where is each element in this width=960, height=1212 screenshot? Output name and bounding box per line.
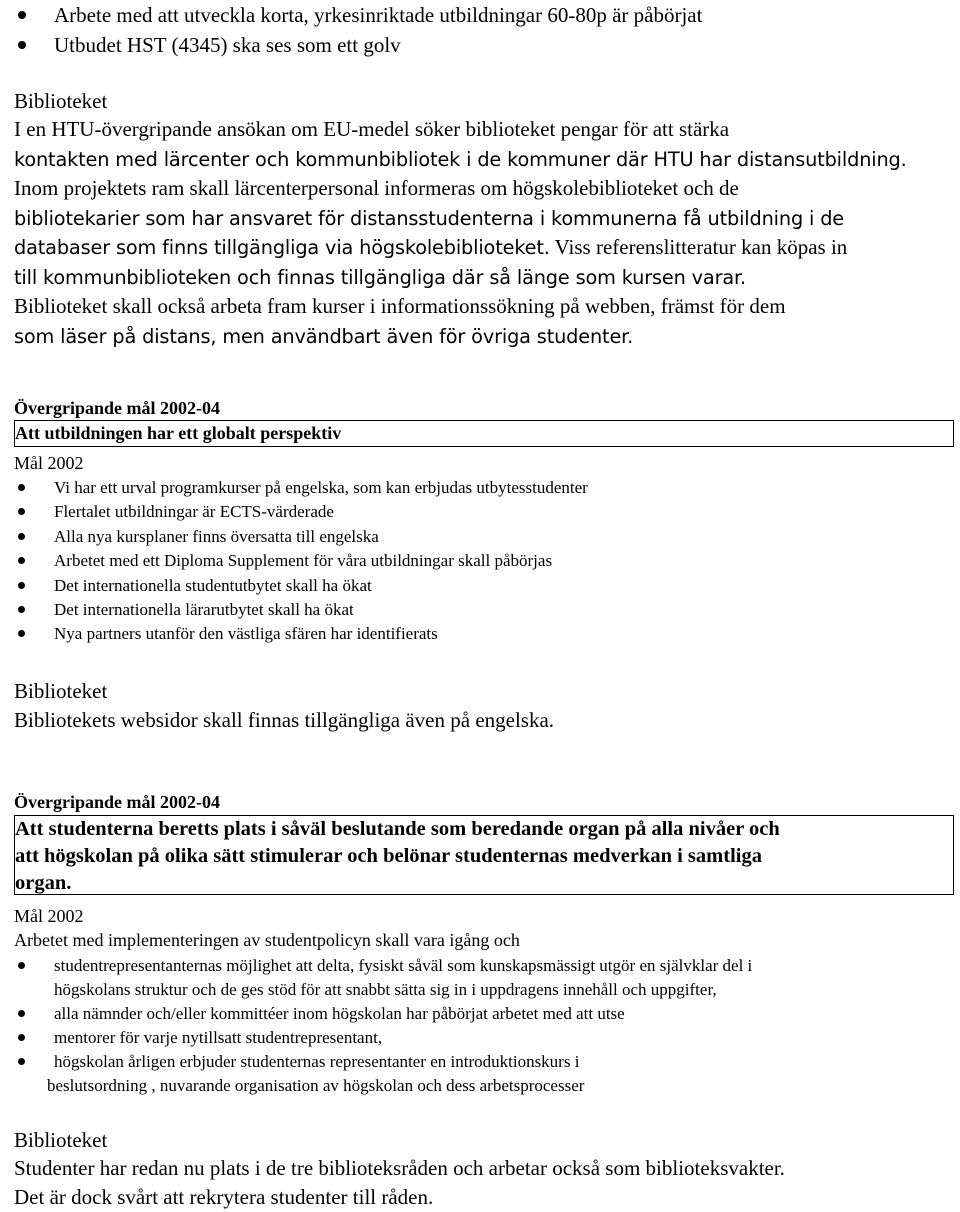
section2-bullet-6: Det internationella lärarutbytet skall ha ökat [14, 598, 954, 622]
intro-bullet-1: Arbete med att utveckla korta, yrkesinriktade utbildningar 60-80p är påbörjat [14, 0, 954, 30]
section2-title: Övergripande mål 2002-04 [14, 398, 220, 418]
section3-trailing-line: beslutsordning , nuvarande organisation av högskolan och dess arbetsprocesser [47, 1076, 585, 1095]
section3-bullet-2: alla nämnder och/eller kommittéer inom högskolan har påbörjat arbetet med att utse [14, 1002, 954, 1026]
section2-bullet-7: Nya partners utanför den västliga sfären har identifierats [14, 622, 954, 646]
section3-bullet-3: mentorer för varje nytillsatt studentrepresentant, [14, 1026, 954, 1050]
section3-library-heading: Biblioteket [14, 1128, 108, 1152]
section2-bullet-4: Arbetet med ett Diploma Supplement för våra utbildningar skall påbörjas [14, 549, 954, 573]
section3-bullet-1-line-1: studentrepresentanternas möjlighet att delta, fysiskt såväl som kunskapsmässigt utgör en självklar del i [54, 956, 753, 975]
section3-boxed-line-3: organ. [15, 872, 72, 894]
section1-line-6: till kommunbiblioteken och finnas tillgängliga där så länge som kursen varar. [14, 265, 747, 289]
section2-bullet-1: Vi har ett urval programkurser på engelska, som kan erbjudas utbytesstudenter [14, 476, 954, 500]
section1-heading: Biblioteket [14, 89, 108, 113]
section1-line-1: I en HTU-övergripande ansökan om EU-medel söker biblioteket pengar för att stärka [14, 117, 730, 141]
section1-line-5 [14, 233, 954, 263]
section3-library-text [14, 1154, 954, 1212]
section2-boxed-title: Att utbildningen har ett globalt perspektiv [14, 420, 954, 447]
section2-library-heading: Biblioteket [14, 679, 108, 703]
section3-boxed-line-2: att högskolan på olika sätt stimulerar och belönar studenternas medverkan i samtliga [15, 845, 762, 867]
intro-bullet-list [14, 0, 954, 60]
section1-line-5a: databaser som finns tillgängliga via högskolebiblioteket. [14, 236, 550, 259]
section3-bullet-4: högskolan årligen erbjuder studenternas representanter en introduktionskurs i [14, 1050, 954, 1074]
section3-title: Övergripande mål 2002-04 [14, 792, 220, 812]
section1-line-3: Inom projektets ram skall lärcenterpersonal informeras om högskolebiblioteket och de [14, 176, 739, 200]
section3-intro: Arbetet med implementeringen av studentpolicyn skall vara igång och [14, 930, 520, 950]
section3-bullet-list [14, 954, 954, 1098]
section3-bullet-1 [14, 954, 954, 1002]
section3-boxed-title [14, 815, 954, 895]
section3-bullet-1-line-2: högskolans struktur och de ges stöd för att snabbt sätta sig in i uppdragens innehåll och uppgifter, [54, 980, 717, 999]
section1-line-7: Biblioteket skall också arbeta fram kurser i informationssökning på webben, främst för dem [14, 294, 786, 318]
intro-bullet-2: Utbudet HST (4345) ska ses som ett golv [14, 30, 954, 60]
section3-goal-label: Mål 2002 [14, 906, 84, 926]
section1-paragraph [14, 115, 954, 351]
section2-library-text: Bibliotekets websidor skall finnas tillgängliga även på engelska. [14, 708, 555, 732]
section2-bullet-5: Det internationella studentutbytet skall ha ökat [14, 574, 954, 598]
section3-library-line-1: Studenter har redan nu plats i de tre biblioteksråden och arbetar också som biblioteksvakter. [14, 1156, 785, 1180]
section2-goal-label: Mål 2002 [14, 453, 84, 473]
section1-line-2: kontakten med lärcenter och kommunbibliotek i de kommuner där HTU har distansutbildning. [14, 147, 907, 171]
section3-library-line-2: Det är dock svårt att rekrytera studenter till råden. [14, 1185, 434, 1209]
section3-boxed-line-1: Att studenterna beretts plats i såväl beslutande som beredande organ på alla nivåer och [15, 818, 780, 840]
section2-bullet-2: Flertalet utbildningar är ECTS-värderade [14, 500, 954, 524]
section1-line-4: bibliotekarier som har ansvaret för distansstudenterna i kommunerna få utbildning i de [14, 206, 845, 230]
section2-bullet-3: Alla nya kursplaner finns översatta till engelska [14, 525, 954, 549]
section2-bullet-list [14, 476, 954, 647]
section1-line-8: som läser på distans, men användbart även för övriga studenter. [14, 324, 634, 348]
section1-line-5b: Viss referenslitteratur kan köpas in [549, 235, 848, 259]
